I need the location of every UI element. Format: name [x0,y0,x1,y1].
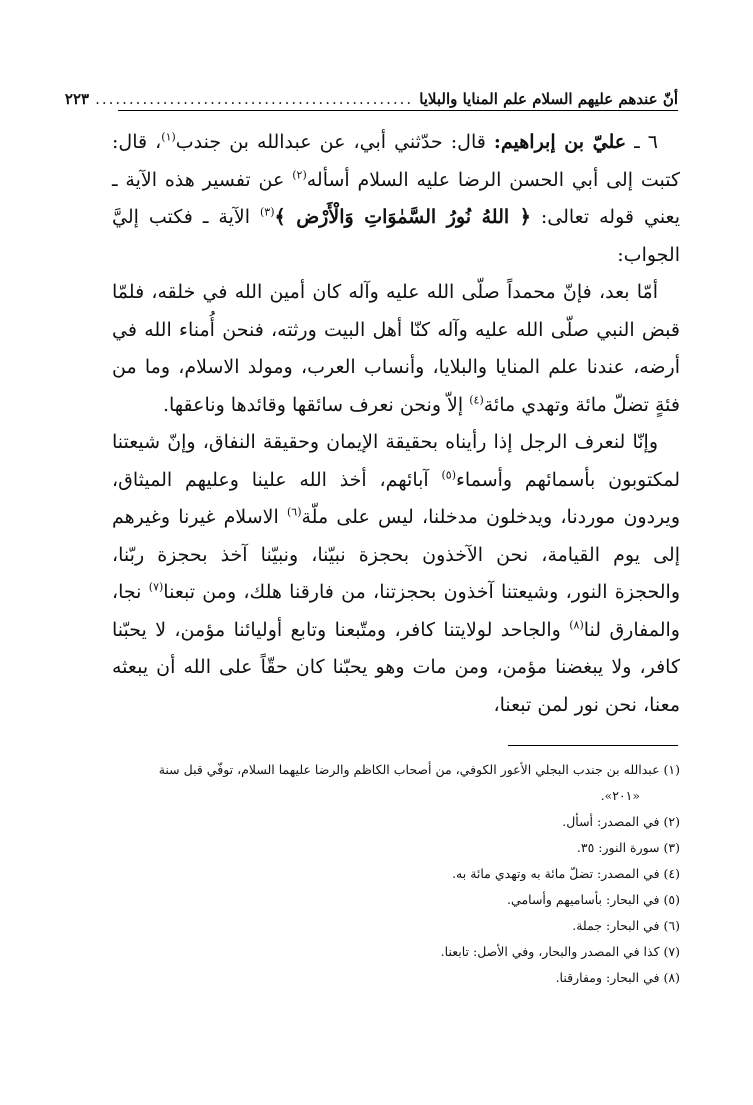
quran-verse: ﴿ اللهُ نُورُ السَّمٰوَاتِ وَالْأَرْض ﴾ [274,206,531,228]
header-title: أنّ عندهم عليهم السلام علم المنايا والبلايا [419,90,678,108]
footnote-6: (٦) في البحار: جملة. [572,918,680,933]
footnote-ref-8[interactable]: (٨) [569,618,584,632]
page-number: ٢٢٣ [64,90,90,108]
paragraph-text: وإنّا لنعرف الرجل إذا رأيناه بحقيقة الإيمان وحقيقة النفاق، وإنّ شيعتنا لمكتوبون بأسمائهم وأسماء [112,431,680,491]
paragraph-letter-body [112,424,680,724]
paragraph-text: إلاّ ونحن نعرف سائقها وقائدها وناعقها. [162,393,470,416]
hadith-number: ٦ ـ [634,131,659,153]
footnote-5: (٥) في البحار: بأساميهم وأسامي. [507,892,680,907]
footnotes [150,757,680,991]
paragraph-text: قال: حدّثني أبي، عن عبدالله بن جندب [175,131,486,153]
paragraph-text: عن تفسير هذه الآية ـ يعني قوله تعالى: [112,168,681,228]
footnote-4: (٤) في المصدر: تضلّ مائة به وتهدي مائة به. [452,866,680,881]
footnote-1-continuation: «٢٠١». [600,788,640,803]
paragraph-text: الآية ـ فكتب إليَّ الجواب: [112,206,680,266]
footnote-separator [508,745,678,746]
footnote-ref-4[interactable]: (٤) [469,393,484,407]
header-rule [118,110,678,111]
footnote-ref-3[interactable]: (٣) [260,205,275,219]
paragraph-text: آبائهم، أخذ الله علينا وعليهم الميثاق، ويردون موردنا، ويدخلون مدخلنا، ليس على ملّة [112,468,680,528]
paragraph-text: ، قال: كتبت إلى أبي الحسن الرضا عليه السلام أسأله [112,131,680,191]
footnote-3: (٣) سورة النور: ٣٥. [576,840,680,855]
paragraph-text: أمّا بعد، فإنّ محمداً صلّى الله عليه وآله كان أمين الله في خلقه، فلمّا قبض النبي صلّى الله عليه وآله كنّا أهل البيت ورثته، فنحن أُمناء الله في أرضه، عندنا علم المنايا والبلايا، وأنساب العرب، ومولد الاسلام، وما من فئةٍ تضلّ مائة وتهدي مائة [112,281,680,416]
narrator-name: عليّ بن إبراهيم: [493,131,627,153]
main-text [112,124,680,724]
paragraph-text: نجا، والمفارق لنا [112,581,680,641]
paragraph-letter-intro [112,274,680,424]
footnote-2: (٢) في المصدر: أسأل. [562,814,680,829]
footnote-7: (٧) كذا في المصدر والبحار، وفي الأصل: تابعنا. [440,944,680,959]
paragraph-text: والجاحد لولايتنا كافر، ومتّبعنا وتابع أوليائنا مؤمن، لا يحبّنا كافر، ولا يبغضنا مؤمن، ومن مات وهو يحبّنا كان حقّاً على الله أن يبعثه معنا، نحن نور لمن تبعنا، [112,618,680,716]
running-header [64,78,678,108]
paragraph-text: الاسلام غيرنا وغيرهم إلى يوم القيامة، نحن الآخذون بحجزة نبيّنا، ونبيّنا آخذ بحجزة ربّنا، والحجزة النور، وشيعتنا آخذون بحجزتنا، من فارقنا هلك، ومن تبعنا [112,506,681,603]
footnote-1: (١) عبدالله بن جندب البجلي الأعور الكوفي، من أصحاب الكاظم والرضا عليهما السلام، توفّي قبل سنة [158,762,680,777]
footnote-ref-6[interactable]: (٦) [286,505,302,519]
footnote-8: (٨) في البحار: ومفارقنا. [555,970,680,985]
footnote-ref-7[interactable]: (٧) [148,580,164,594]
footnote-ref-1[interactable]: (١) [161,130,176,144]
header-leader-dots: ............................................... [95,90,414,108]
paragraph-hadith-6 [112,124,680,274]
footnote-ref-2[interactable]: (٢) [292,168,307,182]
footnote-ref-5[interactable]: (٥) [441,468,456,482]
